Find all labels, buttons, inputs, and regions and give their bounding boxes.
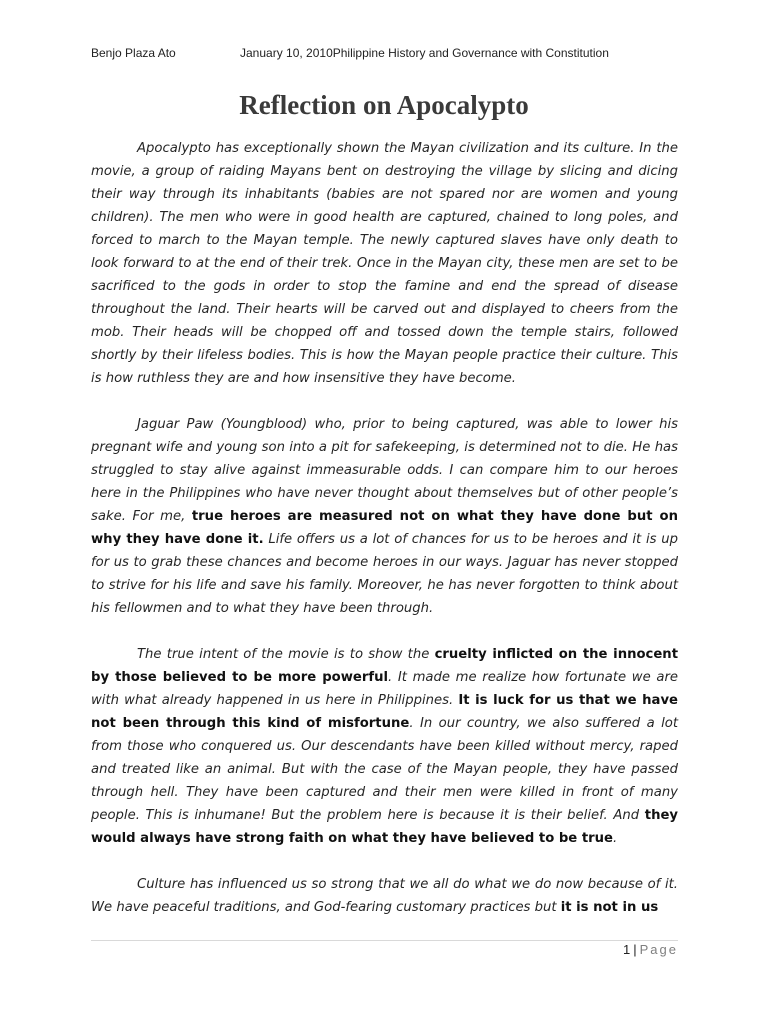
- footer-divider: [91, 940, 678, 941]
- emphasized-text: cruelty inflicted on the innocent by those believed to be more powerful: [91, 647, 678, 685]
- body-paragraph: [91, 413, 678, 620]
- footer-separator: |: [633, 942, 637, 957]
- paragraph-text: Culture has influenced us so strong that we all do what we do now because of it. We have peaceful traditions, and God-fearing customary practices but: [91, 877, 678, 915]
- emphasized-text: true heroes are measured not on what they have done but on why they have done it.: [91, 509, 678, 547]
- emphasized-text: they would always have strong faith on what they have believed to be true: [91, 808, 678, 846]
- page-footer: [623, 942, 678, 957]
- page-label: Page: [639, 942, 678, 957]
- paragraph-text: . In our country, we also suffered a lot from those who conquered us. Our descendants have been killed without mercy, raped and treated like an animal. But with the case of the Mayan people, they have passed through hell. They have been captured and their men were killed in front of many people. This is inhumane! But the problem here is because it is their belief. And: [91, 716, 679, 823]
- body-paragraph: [91, 137, 678, 390]
- page-number: 1: [623, 942, 631, 957]
- emphasized-text: It is luck for us that we have not been through this kind of misfortune: [91, 693, 678, 731]
- paragraph-text: Jaguar Paw (Youngblood) who, prior to being captured, was able to lower his pregnant wife and young son into a pit for safekeeping, is determined not to die. He has struggled to stay alive against immeasurable odds. I can compare him to our heroes here in the Philippines who have never thought about themselves but of other people’s sake. For me,: [91, 417, 678, 524]
- emphasized-text: it is not in us: [560, 900, 659, 915]
- paragraph-text: .: [612, 831, 618, 846]
- document-title: Reflection on Apocalypto: [239, 90, 529, 120]
- page-header: [91, 46, 691, 66]
- paragraph-text: Life offers us a lot of chances for us to be heroes and it is up for us to grab these chances and become heroes in our ways. Jaguar has never stopped to strive for his life and save his family. Moreover, he has never forgotten to think about his fellowmen and to what they have been through.: [91, 532, 678, 616]
- date-and-course: January 10, 2010Philippine History and Governance with Constitution: [240, 46, 609, 60]
- paragraph-text: Apocalypto has exceptionally shown the Mayan civilization and its culture. In the movie, a group of raiding Mayans bent on destroying the village by slicing and dicing their way through its inhabitants (babies are not spared nor are women and young children). The men who were in good health are captured, chained to long poles, and forced to march to the Mayan temple. The newly captured slaves have only death to look forward to at the end of their trek. Once in the Mayan city, these men are set to be sacrificed to the gods in order to stop the famine and end the spread of disease throughout the land. Their hearts will be carved out and displayed to cheers from the mob. Their heads will be chopped off and tossed down the temple stairs, followed shortly by their lifeless bodies. This is how the Mayan people practice their culture. This is how ruthless they are and how insensitive they have become.: [91, 141, 678, 386]
- paragraph-text: The true intent of the movie is to show the: [137, 647, 435, 662]
- paragraph-text: . It made me realize how fortunate we are with what already happened in us here in Philippines.: [91, 670, 678, 708]
- body-paragraph: [91, 643, 678, 850]
- document-body: [91, 137, 678, 942]
- author-name: Benjo Plaza Ato: [91, 46, 176, 60]
- body-paragraph: [91, 873, 678, 919]
